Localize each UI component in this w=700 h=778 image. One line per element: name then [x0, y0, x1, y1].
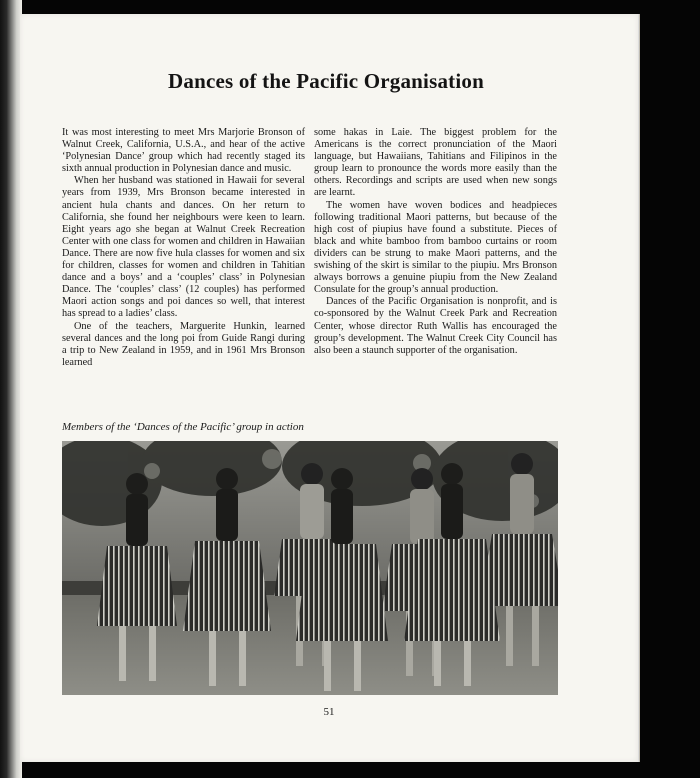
dance-group-photo: [62, 441, 558, 695]
paragraph: The women have woven bodices and headpieces following traditional Maori patterns, but because of the high cost of piupius have found a substitute. Pieces of black and white bamboo from bamboo curtains or room dividers can be strung to make Maori patterns, and the swishing of the skirt is similar to the piupiu. Mrs Bronson always borrows a genuine piupiu from the New Zealand Consulate for the group’s annual production.: [314, 199, 557, 296]
photo-illustration: [62, 441, 558, 695]
page-number: 51: [323, 706, 335, 718]
photo-caption: Members of the ‘Dances of the Pacific’ group in action: [62, 421, 304, 433]
right-column: [314, 127, 557, 357]
article-title: Dances of the Pacific Organisation: [168, 69, 484, 93]
paragraph: Dances of the Pacific Organisation is nonprofit, and is co-sponsored by the Walnut Creek Park and Recreation Center, whose director Ruth Wallis has encouraged the group’s development. The Walnut Creek City Council has also been a staunch supporter of the organisation.: [314, 296, 557, 356]
paragraph: some hakas in Laie. The biggest problem for the Americans is the correct pronunciation of the Maori language, but Hawaiians, Tahitians and Filipinos in the group learn to pronounce the words more easily than the others. Recordings and scripts are used when new songs are learnt.: [314, 127, 557, 199]
book-gutter: [0, 0, 22, 778]
paragraph: When her husband was stationed in Hawaii for several years from 1939, Mrs Bronson became interested in ancient hula chants and dances. On her return to California, she found her neighbours were keen to learn. Eight years ago she began at Walnut Creek Recreation Center with one class for women and children in Hawaiian Dance. There are now five hula classes for women and six for children, classes for women and children in Tahitian dance and a boys’ and a ‘couples’ class’ in Polynesian Dance. The ‘couples’ class’ (12 couples) has performed Maori action songs and poi dances so well, that interest has spread to a ladies’ class.: [62, 175, 305, 320]
left-column: [62, 127, 305, 369]
book-page: [20, 14, 638, 762]
paragraph: It was most interesting to meet Mrs Marjorie Bronson of Walnut Creek, California, U.S.A., and hear of the active ‘Polynesian Dance’ group which had recently staged its sixth annual production in Polynesian dance and music.: [62, 127, 305, 175]
paragraph: One of the teachers, Marguerite Hunkin, learned several dances and the long poi from Guide Rangi during a trip to New Zealand in 1959, and in 1961 Mrs Bronson learned: [62, 320, 305, 368]
